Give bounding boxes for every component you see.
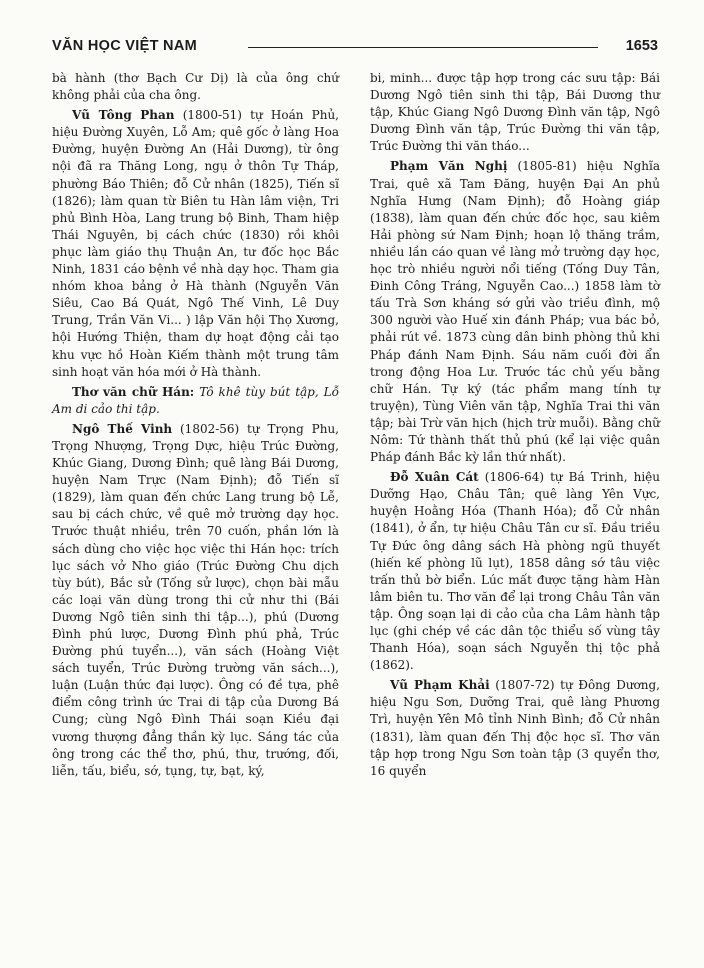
left-column bbox=[52, 70, 339, 783]
entry-name: Vũ Tông Phan bbox=[72, 108, 175, 123]
entry-text: bi, minh... được tập hợp trong các sưu tập: Bái Dương Ngô tiên sinh thi tập, Bái Dương thư tập, Khúc Giang Ngô Dương Đình văn tập, Ngô Dương Đình văn tập, Trúc Đường thi văn tập, Trúc Đường thi văn tháo... bbox=[370, 71, 660, 154]
entry-name: Ngô Thế Vinh bbox=[72, 421, 173, 436]
section-title: VĂN HỌC VIỆT NAM bbox=[52, 38, 197, 54]
entry-paragraph bbox=[52, 421, 339, 780]
entry-name: Vũ Phạm Khải bbox=[390, 678, 490, 693]
right-column bbox=[370, 70, 660, 783]
entry-text: (1807-72) tự Đông Dương, hiệu Ngu Sơn, Dưỡng Trai, quê làng Phương Trì, huyện Yên Mô tỉnh Ninh Bình; đỗ Cử nhân (1831), làm quan đến Thị độc học sĩ. Thơ văn tập hợp trong Ngu Sơn toàn tập (3 quyển thơ, 16 quyển bbox=[370, 678, 660, 778]
entry-text: (1800-51) tự Hoán Phủ, hiệu Đường Xuyên, Lỗ Am; quê gốc ở làng Hoa Đường, huyện Đường An (Hải Dương), từ ông nội đã ra Thăng Long, ngụ ở thôn Tự Tháp, phường Báo Thiên; đỗ Cử nhân (1825), Tiến sĩ (1826); làm quan từ Biên tu Hàn lâm viện, Tri phủ Bình Hòa, Lang trung bộ Binh, Tham hiệp Thái Nguyên, bị cách chức (1830) rồi khôi phục làm giáo thụ Thuận An, tư đốc học Bắc Ninh, 1831 cáo bệnh về nhà dạy học. Tham gia nhóm khoa bảng ở Hà thành (Nguyễn Văn Siêu, Cao Bá Quát, Ngô Thế Vinh, Lê Duy Trung, Trần Văn Vi... ) lập Văn hội Thọ Xương, hội Hướng Thiện, tham dự hoạt động cải tạo khu vực hồ Hoàn Kiếm thành một trung tâm sinh hoạt văn hóa mới ở Hà thành. bbox=[52, 108, 339, 379]
entry-paragraph bbox=[370, 677, 660, 780]
page-number: 1653 bbox=[625, 38, 658, 54]
entry-paragraph bbox=[52, 384, 339, 418]
entry-name: Phạm Văn Nghị bbox=[390, 159, 508, 174]
header-rule bbox=[248, 47, 598, 48]
entry-name: Thơ văn chữ Hán: bbox=[72, 384, 195, 399]
entry-paragraph bbox=[52, 70, 339, 104]
entry-text: (1805-81) hiệu Nghĩa Trai, quê xã Tam Đăng, huyện Đại An phủ Nghĩa Hưng (Nam Định); đỗ Hoàng giáp (1838), làm quan đến chức đốc học, sau kiêm Hải phòng sứ Nam Định; hoạn lộ thăng trầm, nhiều lần cáo quan về làng mở trường dạy học, học trò nhiều người nổi tiếng (Tống Duy Tân, Đinh Công Tráng, Nguyễn Cao...) 1858 làm tờ tấu Trà Sơn kháng sớ gửi vào triều đình, mộ 300 người vào Huế xin đánh Pháp; vua bác bỏ, phải rút về. 1873 cùng dân binh phòng thủ khi Pháp đánh Nam Định. Sáu năm cuối đời ẩn trong động Hoa Lư. Trước tác chủ yếu bằng chữ Hán. Tự ký (tác phẩm mang tính tự truyện), Tùng Viên văn tập, Nghĩa Trai thi văn tập; bài Trừ văn hịch (hịch trừ muỗi). Bằng chữ Nôm: Tứ thành thất thủ phú (kể lại việc quân Pháp đánh Bắc kỳ lần thứ nhất). bbox=[370, 159, 661, 465]
entry-text: (1802-56) tự Trọng Phu, Trọng Nhượng, Trọng Dực, hiệu Trúc Đường, Khúc Giang, Dương Đình; quê làng Bái Dương, huyện Nam Trực (Nam Định); đỗ Tiến sĩ (1829), làm quan đến chức Lang trung bộ Lễ, sau bị cách chức, về quê mở trường dạy học. Trước thuật nhiều, trên 70 cuốn, phần lớn là sách dùng cho việc học việc thi Hán học: trích lục sách vở Nho giáo (Trúc Đường Chu dịch tùy bút), Bắc sử (Tống sử lược), chọn bài mẫu các loại văn dùng trong thi cử như thi (Bái Dương Ngô tiên sinh thi tập...), phú (Dương Đình phú lược, Dương Đình phú phả, Trúc Đường phú tuyển...), văn sách (Hoàng Việt sách tuyển, Trúc Đường trường văn sách...), luận (Luận thức đại lược). Ông có đề tựa, phê điểm công trình ức Trai di tập của Dương Bá Cung; cùng Ngô Đình Thái soạn Kiều đại vương thượng đẳng thần kỳ lục. Sáng tác của ông trong các thể thơ, phú, thư, trướng, đối, liễn, tấu, biểu, sớ, tụng, tự, bạt, ký, bbox=[52, 421, 339, 778]
entry-text: (1806-64) tự Bá Trinh, hiệu Dưỡng Hạo, Châu Tân; quê làng Yên Vực, huyện Hoằng Hóa (Thanh Hóa); đỗ Cử nhân (1841), ở ẩn, tự hiệu Châu Tân cư sĩ. Đầu triều Tự Đức ông dâng sách Hà phòng ngũ thuyết (hiến kế phòng lũ lụt), 1858 dâng sớ tâu việc trấn thủ bờ biển. Lúc mất được tặng hàm Hàn lâm biên tu. Thơ văn để lại trong Châu Tân văn tập. Ông soạn lại di cảo của cha Lâm hành tập lục (ghi chép về các dân tộc thiểu số vùng tây Thanh Hóa), soạn sách Nguyễn thị tộc phả (1862). bbox=[370, 470, 660, 673]
entry-text: bà hành (thơ Bạch Cư Dị) là của ông chứ không phải của cha ông. bbox=[52, 71, 339, 103]
entry-text: Tô khê tùy bút tập, Lỗ Am di cảo thi tập. bbox=[52, 384, 339, 416]
entry-name: Đỗ Xuân Cát bbox=[390, 470, 479, 485]
entry-paragraph bbox=[370, 158, 660, 466]
entry-paragraph bbox=[370, 70, 660, 155]
entry-paragraph bbox=[52, 107, 339, 381]
entry-paragraph bbox=[370, 469, 660, 674]
page-header bbox=[52, 38, 658, 58]
